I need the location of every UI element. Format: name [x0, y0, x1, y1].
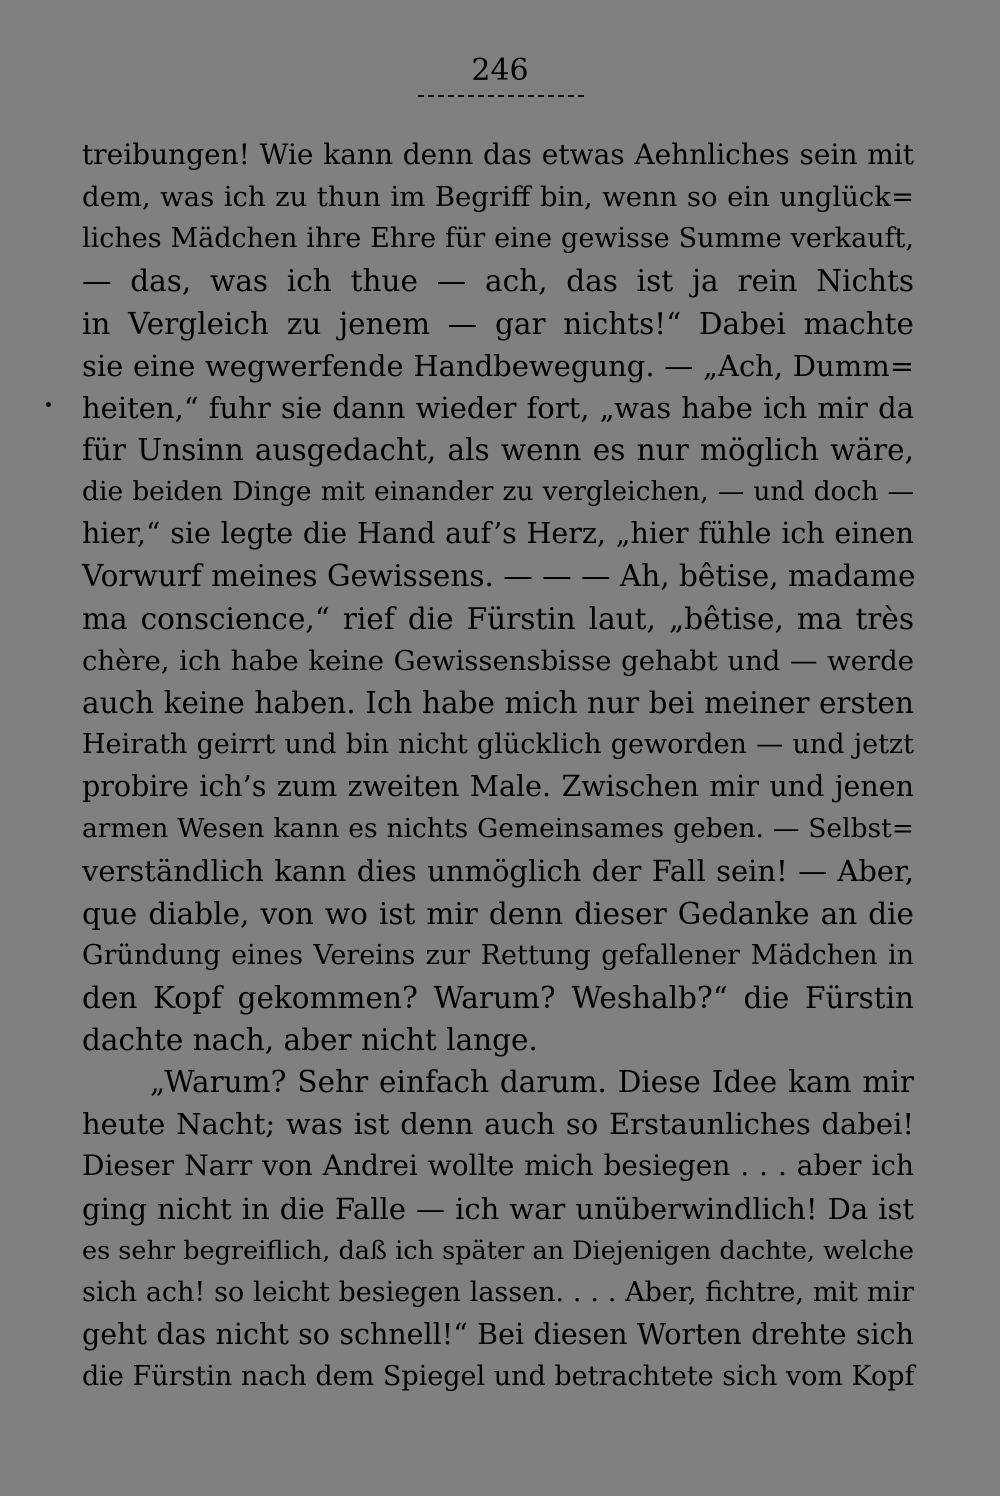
text-line: den Kopf gekommen? Warum? Weshalb?“ die Fürstin — [82, 980, 914, 1015]
text-line: in Vergleich zu jenem — gar nichts!“ Dabei machte — [82, 306, 914, 341]
text-line: — das, was ich thue — ach, das ist ja rein Nichts — [82, 264, 914, 299]
text-line: liches Mädchen ihre Ehre für eine gewisse Summe verkauft, — [82, 223, 914, 255]
body-text — [82, 134, 914, 1398]
text-line: Gründung eines Vereins zur Rettung gefallener Mädchen in — [82, 939, 914, 971]
text-line: chère, ich habe keine Gewissensbisse gehabt und — werde — [82, 644, 914, 677]
text-line: sie eine wegwerfende Handbewegung. — „Ach, Dumm= — [82, 348, 914, 383]
text-line: probire ich’s zum zweiten Male. Zwischen mir und jenen — [82, 770, 914, 804]
text-line: heiten,“ fuhr sie dann wieder fort, „was habe ich mir da — [82, 390, 914, 425]
text-line: die beiden Dinge mit einander zu vergleichen, — und doch — — [82, 476, 914, 508]
text-line: es sehr begreiflich, daß ich später an Diejenigen dachte, welche — [82, 1235, 914, 1266]
text-line: geht das nicht so schnell!“ Bei diesen Worten drehte sich — [82, 1317, 914, 1351]
text-line: Vorwurf meines Gewissens. — — — Ah, bêtise, madame — [82, 559, 916, 594]
text-line: auch keine haben. Ich habe mich nur bei meiner ersten — [82, 685, 914, 720]
text-line: dem, was ich zu thun im Begriff bin, wenn so ein unglück= — [82, 181, 914, 214]
text-line: armen Wesen kann es nichts Gemeinsames geben. — Selbst= — [82, 813, 914, 845]
text-line: sich ach! so leicht besiegen lassen. . . . Aber, fichtre, mit mir — [82, 1276, 914, 1308]
text-line: für Unsinn ausgedacht, als wenn es nur möglich wäre, — [82, 432, 914, 467]
text-line: ma conscience,“ rief die Fürstin laut, „bêtise, ma très — [82, 601, 914, 636]
text-line: dachte nach, aber nicht lange. — [82, 1022, 538, 1057]
text-line: treibungen! Wie kann denn das etwas Aehnliches sein mit — [82, 138, 914, 171]
text-line: ging nicht in die Falle — ich war unüberwindlich! Da ist — [82, 1191, 914, 1226]
header-rule — [418, 95, 584, 97]
text-line: Heirath geirrt und bin nicht glücklich geworden — und jetzt — [82, 728, 914, 760]
text-line: die Fürstin nach dem Spiegel und betrachtete sich vom Kopf — [82, 1361, 915, 1393]
text-line: „Warum? Sehr einfach darum. Diese Idee kam mir — [150, 1065, 914, 1100]
text-line: Dieser Narr von Andrei wollte mich besiegen . . . aber ich — [82, 1149, 914, 1183]
text-line: que diable, von wo ist mir denn dieser Gedanke an die — [82, 896, 914, 931]
margin-mark — [46, 402, 51, 407]
text-line: hier,“ sie legte die Hand auf’s Herz, „hier fühle ich einen — [82, 517, 914, 551]
page-number: 246 — [471, 53, 529, 88]
text-line: heute Nacht; was ist denn auch so Erstaunliches dabei! — [82, 1107, 914, 1142]
text-line: verständlich kann dies unmöglich der Fall sein! — Aber, — [82, 854, 914, 889]
